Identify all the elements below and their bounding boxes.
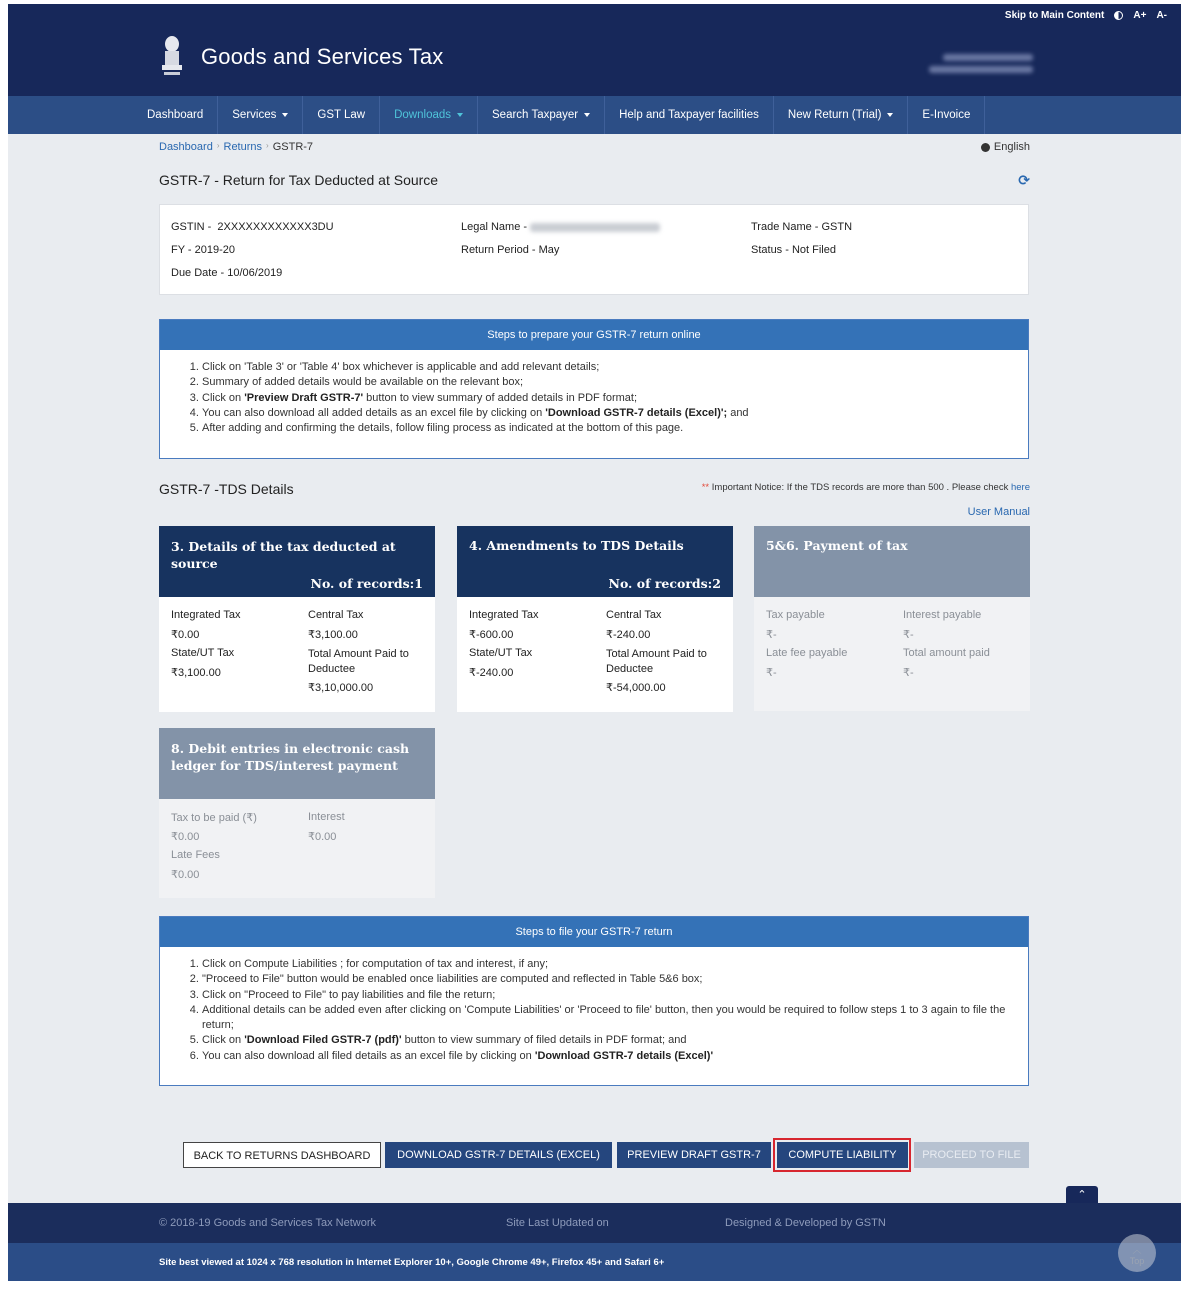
step-item xyxy=(202,360,1008,375)
step-text-pre: Click on Compute Liabilities ; for computation of tax and interest, if any; xyxy=(202,958,549,970)
step-item xyxy=(202,1049,1008,1064)
page-title: GSTR-7 - Return for Tax Deducted at Source xyxy=(159,172,439,188)
late-fee-value: ₹- xyxy=(766,667,777,679)
steps-file-panel xyxy=(159,916,1029,1086)
step-text-pre: Summary of added details would be available on the relevant box; xyxy=(202,376,524,389)
step-text-pre: Click on xyxy=(202,391,245,404)
late-fees-label: Late Fees xyxy=(171,849,220,861)
sgst-label: State/UT Tax xyxy=(171,647,235,659)
tile-table-3[interactable] xyxy=(159,526,435,712)
step-text-pre: You can also download all filed details as an excel file by clicking on xyxy=(202,1049,535,1062)
user-profile-blurred[interactable] xyxy=(929,51,1033,79)
step-item xyxy=(202,391,1008,406)
chevron-up-icon: ︿ xyxy=(1132,1245,1142,1255)
tile-table-4-records: No. of records:2 xyxy=(608,576,721,591)
nav-item-search-taxpayer[interactable] xyxy=(478,96,605,134)
nav-item-downloads[interactable] xyxy=(380,96,478,134)
tax-to-be-paid-value: ₹0.00 xyxy=(171,831,200,843)
language-label: English xyxy=(993,141,1030,153)
late-fees-value: ₹0.00 xyxy=(171,869,200,881)
footer-copyright: © 2018-19 Goods and Services Tax Network xyxy=(159,1217,377,1229)
notice-here-link[interactable]: here xyxy=(1010,482,1030,493)
footer-bottom xyxy=(8,1243,1181,1281)
preview-draft-button[interactable]: PREVIEW DRAFT GSTR-7 xyxy=(617,1142,771,1168)
breadcrumb-dashboard[interactable]: Dashboard xyxy=(159,141,213,153)
steps-prepare-panel xyxy=(159,319,1029,459)
step-item xyxy=(202,1003,1008,1034)
accessibility-bar xyxy=(1005,10,1167,21)
breadcrumb-returns[interactable]: Returns xyxy=(223,141,263,153)
back-to-top-button[interactable] xyxy=(1118,1234,1156,1272)
language-selector[interactable] xyxy=(981,141,1030,153)
status-text: Status - Not Filed xyxy=(751,244,836,256)
total-amount-paid-label: Total amount paid xyxy=(903,647,990,659)
tile-table-3-title: 3. Details of the tax deducted at source xyxy=(171,539,396,571)
tile-table-4[interactable] xyxy=(457,526,733,712)
total-paid-value: ₹-54,000.00 xyxy=(606,682,666,694)
tile-table-8-title: 8. Debit entries in electronic cash ledger for TDS/interest payment xyxy=(171,741,410,773)
return-info-card xyxy=(159,204,1029,295)
step-text-post: button to view summary of added details in PDF format; xyxy=(363,391,638,404)
sgst-value: ₹-240.00 xyxy=(469,667,514,679)
igst-value: ₹0.00 xyxy=(171,629,200,641)
national-emblem-icon xyxy=(159,34,185,78)
footer xyxy=(8,1203,1181,1243)
step-text-bold: 'Download Filed GSTR-7 (pdf)' xyxy=(244,1034,402,1047)
interest-payable-label: Interest payable xyxy=(903,609,982,621)
font-increase-button[interactable]: A+ xyxy=(1133,10,1147,21)
tax-to-be-paid-label: Tax to be paid (₹) xyxy=(171,812,257,824)
tile-table-3-records: No. of records:1 xyxy=(310,576,423,591)
footer-last-updated: Site Last Updated on xyxy=(506,1217,609,1229)
nav-item-new-return-trial[interactable] xyxy=(774,96,909,134)
cgst-label: Central Tax xyxy=(308,609,364,621)
gstin-value: 2XXXXXXXXXXXX3DU xyxy=(217,221,334,233)
step-item xyxy=(202,957,1008,972)
step-text-pre: "Proceed to File" button would be enabled once liabilities are computed and reflected in Table 5&6 box; xyxy=(202,973,703,986)
nav-item-e-invoice[interactable] xyxy=(908,96,985,134)
due-date-text: Due Date - 10/06/2019 xyxy=(171,267,283,279)
sgst-value: ₹3,100.00 xyxy=(171,667,221,679)
breadcrumb-separator-icon: › xyxy=(266,141,269,150)
notice-stars: ** xyxy=(701,482,710,493)
step-text-pre: Click on xyxy=(202,1034,245,1047)
nav-item-label: Dashboard xyxy=(147,109,204,121)
nav-item-label: Search Taxpayer xyxy=(492,109,579,121)
page-frame xyxy=(8,4,1181,1281)
steps-prepare-list xyxy=(160,350,1028,436)
step-item xyxy=(202,972,1008,987)
caret-down-icon xyxy=(887,113,893,117)
sgst-label: State/UT Tax xyxy=(469,647,533,659)
igst-label: Integrated Tax xyxy=(171,609,241,621)
igst-label: Integrated Tax xyxy=(469,609,539,621)
tile-table-4-header[interactable] xyxy=(457,526,733,597)
proceed-to-file-button[interactable]: PROCEED TO FILE xyxy=(914,1142,1029,1168)
step-text-pre: Click on "Proceed to File" to pay liabilities and file the return; xyxy=(202,988,496,1001)
site-title[interactable]: Goods and Services Tax xyxy=(201,44,444,69)
steps-file-list xyxy=(160,947,1028,1064)
breadcrumb-current: GSTR-7 xyxy=(272,141,314,153)
step-text-bold: 'Download GSTR-7 details (Excel)'; xyxy=(545,406,728,419)
interest-payable-value: ₹- xyxy=(903,629,914,641)
late-fee-label: Late fee payable xyxy=(766,647,848,659)
cgst-label: Central Tax xyxy=(606,609,662,621)
tile-table-5-6-title: 5&6. Payment of tax xyxy=(766,538,908,553)
important-notice xyxy=(702,482,1030,493)
steps-file-title: Steps to file your GSTR-7 return xyxy=(160,917,1028,947)
back-to-top-label: Top xyxy=(1129,1256,1145,1266)
tile-table-4-title: 4. Amendments to TDS Details xyxy=(469,538,684,553)
caret-down-icon xyxy=(457,113,463,117)
total-paid-label: Total Amount Paid to Deductee xyxy=(308,648,409,675)
tile-table-5-6[interactable] xyxy=(754,526,1030,711)
step-text-pre: After adding and confirming the details, follow filing process as indicated at the bottom of this page. xyxy=(202,422,684,435)
download-excel-button[interactable]: DOWNLOAD GSTR-7 DETAILS (EXCEL) xyxy=(385,1142,612,1168)
nav-item-label: GST Law xyxy=(317,109,366,121)
legal-name-label: Legal Name - xyxy=(461,221,528,233)
interest-label: Interest xyxy=(308,811,345,823)
step-item xyxy=(202,406,1008,421)
gstin-row xyxy=(171,221,334,233)
nav-item-label: E-Invoice xyxy=(922,109,971,121)
step-text-pre: Click on 'Table 3' or 'Table 4' box whichever is applicable and add relevant details; xyxy=(202,361,600,373)
nav-item-label: Help and Taxpayer facilities xyxy=(619,109,759,121)
notice-text: Important Notice: If the TDS records are more than 500 . Please check xyxy=(709,482,1011,493)
back-to-returns-dashboard-button[interactable]: BACK TO RETURNS DASHBOARD xyxy=(183,1142,381,1168)
fy-text: FY - 2019-20 xyxy=(171,244,236,256)
main-nav xyxy=(8,96,1181,134)
gstin-label: GSTIN - xyxy=(171,221,212,233)
caret-down-icon xyxy=(282,113,288,117)
compute-liability-highlight xyxy=(773,1138,911,1172)
cgst-value: ₹3,100.00 xyxy=(308,629,358,641)
total-paid-value: ₹3,10,000.00 xyxy=(308,682,374,694)
nav-item-gst-law[interactable] xyxy=(303,96,380,134)
footer-designed-by: Designed & Developed by GSTN xyxy=(725,1217,886,1229)
chevron-up-icon[interactable]: ⌃ xyxy=(1066,1186,1098,1204)
step-item xyxy=(202,421,1008,436)
step-text-post: button to view summary of filed details in PDF format; and xyxy=(401,1034,687,1047)
tile-table-5-6-header[interactable] xyxy=(754,526,1030,597)
nav-item-label: New Return (Trial) xyxy=(787,109,882,121)
site-header xyxy=(8,4,1181,96)
step-text-bold: 'Download GSTR-7 details (Excel)' xyxy=(534,1049,714,1062)
breadcrumb xyxy=(159,141,313,153)
caret-down-icon xyxy=(584,113,590,117)
skip-to-main-link[interactable]: Skip to Main Content xyxy=(1004,10,1105,21)
globe-icon xyxy=(981,143,990,152)
interest-value: ₹0.00 xyxy=(308,831,337,843)
trade-name-text: Trade Name - GSTN xyxy=(751,221,853,233)
step-text-post: and xyxy=(727,406,749,419)
step-text-pre: You can also download all added details as an excel file by clicking on xyxy=(202,406,546,419)
nav-item-label: Services xyxy=(232,109,277,121)
font-decrease-button[interactable]: A- xyxy=(1156,10,1167,21)
legal-name-value-blurred xyxy=(530,223,660,232)
tds-section-title: GSTR-7 -TDS Details xyxy=(159,481,294,497)
step-text-bold: 'Preview Draft GSTR-7' xyxy=(244,391,364,404)
total-paid-label: Total Amount Paid to Deductee xyxy=(606,648,707,675)
tile-table-8[interactable] xyxy=(159,728,435,898)
nav-item-dashboard[interactable] xyxy=(133,96,218,134)
return-period-text: Return Period - May xyxy=(461,244,560,256)
cgst-value: ₹-240.00 xyxy=(606,629,651,641)
tile-table-8-header[interactable] xyxy=(159,728,435,799)
tile-table-8-body xyxy=(159,799,435,898)
nav-item-label: Downloads xyxy=(394,109,452,121)
compute-liability-button[interactable]: COMPUTE LIABILITY xyxy=(777,1142,908,1168)
tax-payable-value: ₹- xyxy=(766,629,777,641)
steps-prepare-title: Steps to prepare your GSTR-7 return online xyxy=(160,320,1028,350)
tax-payable-label: Tax payable xyxy=(766,609,825,621)
legal-name-row xyxy=(461,221,660,233)
total-amount-paid-value: ₹- xyxy=(903,667,914,679)
refresh-icon[interactable]: ⟳ xyxy=(1018,172,1030,188)
tile-table-5-6-body xyxy=(754,597,1030,711)
step-item xyxy=(202,988,1008,1003)
igst-value: ₹-600.00 xyxy=(469,629,514,641)
step-item xyxy=(202,1033,1008,1048)
step-item xyxy=(202,375,1008,390)
user-manual-link[interactable]: User Manual xyxy=(967,506,1030,518)
tile-table-3-header[interactable] xyxy=(159,526,435,597)
contrast-toggle-icon[interactable] xyxy=(1114,11,1123,20)
breadcrumb-separator-icon: › xyxy=(216,141,220,150)
footer-best-viewed: Site best viewed at 1024 x 768 resolution in Internet Explorer 10+, Google Chrome 49+, Firefox 45+ and Safari 6+ xyxy=(159,1257,665,1268)
nav-item-services[interactable] xyxy=(218,96,303,134)
nav-item-help-and-taxpayer-facilities[interactable] xyxy=(605,96,774,134)
step-text-pre: Additional details can be added even after clicking on 'Compute Liabilities' or 'Proceed to file' button, then you would be required to follow steps 1 to 3 again to file the return; xyxy=(202,1003,1006,1032)
